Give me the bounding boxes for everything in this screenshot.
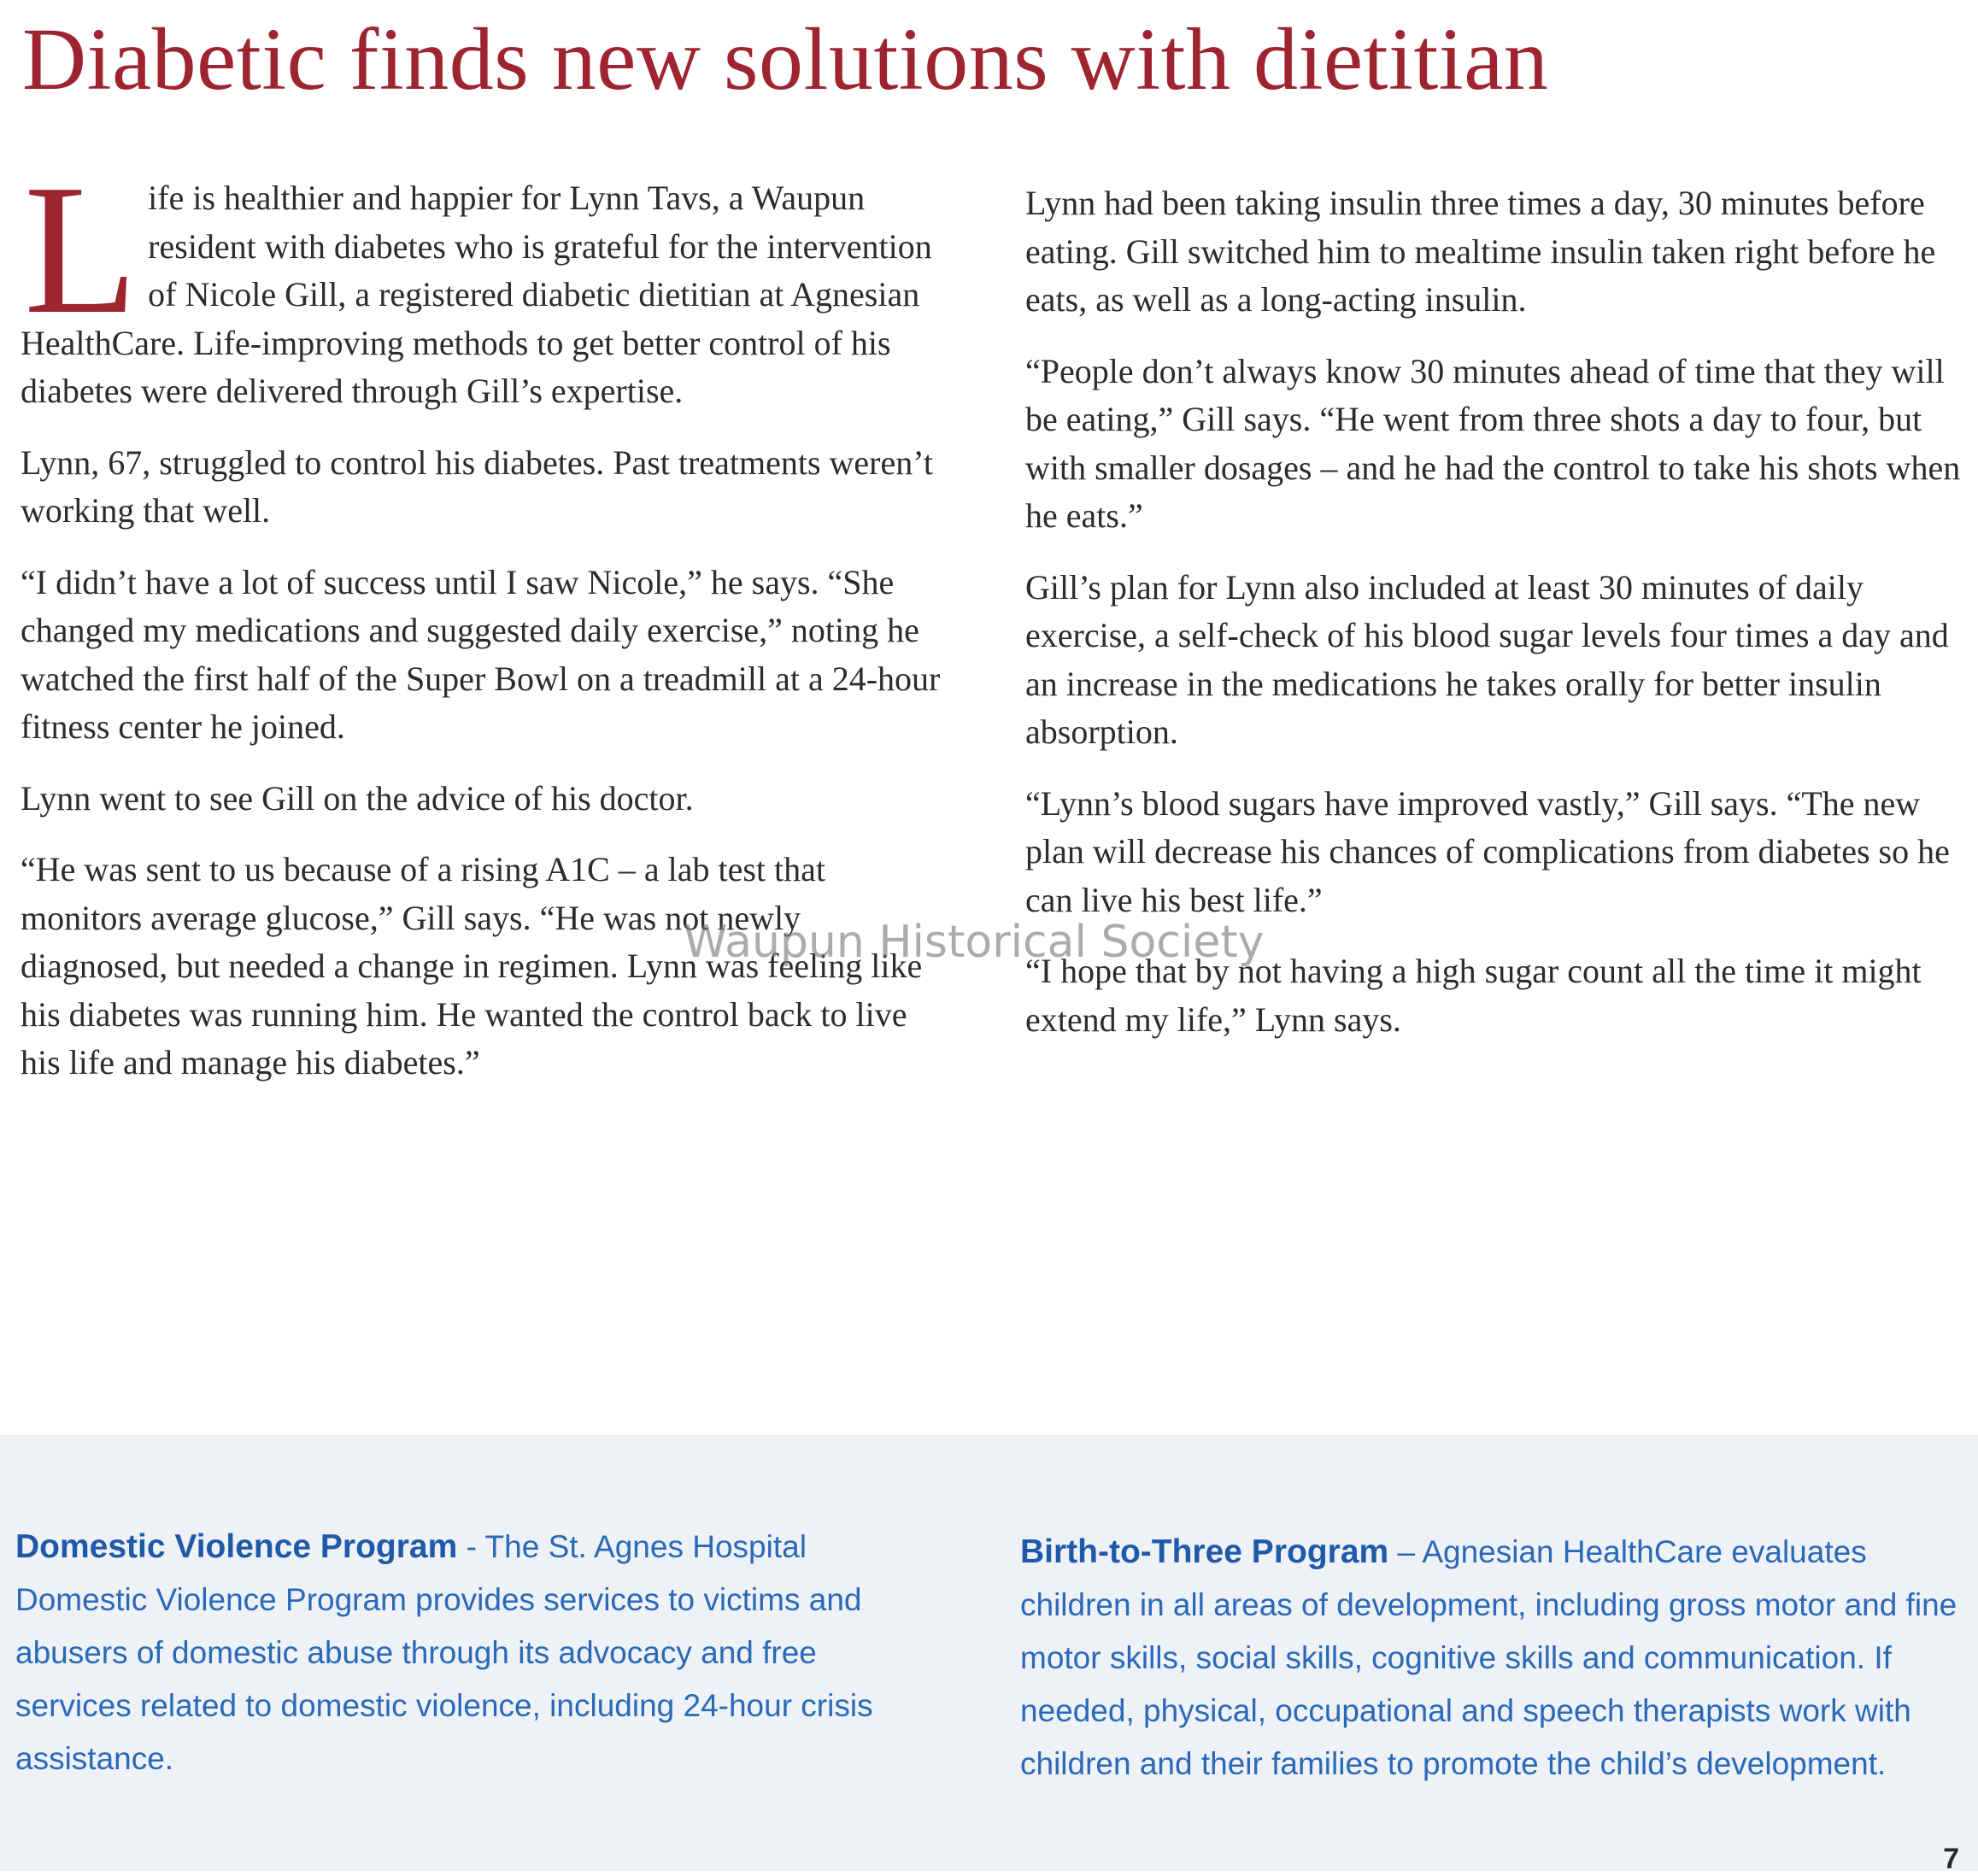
article-paragraph: “I didn’t have a lot of success until I saw Nicole,” he says. “She changed my medications and suggested daily exercise,” noting he watched the first half of the Super Bowl on a treadmill at a 24-hour fitness center he joined. bbox=[21, 562, 941, 746]
lead-paragraph-text: ife is healthier and happier for Lynn Tavs, a Waupun resident with diabetes who is grateful for the intervention of Nicole Gill, a registered diabetic dietitian at Agnesian HealthCare. Life-improving methods to get better control of his diabetes were delivered through Gill’s expertise. bbox=[21, 179, 932, 410]
article-paragraph: Lynn, 67, struggled to control his diabetes. Past treatments weren’t working that well. bbox=[21, 443, 933, 530]
program-separator: – bbox=[1388, 1534, 1423, 1569]
article-paragraph: “He was sent to us because of a rising A1C – a lab test that monitors average glucose,” Gill says. “He was not newly diagnosed, but needed a change in regimen. Lynn was feeling like his diabetes was running him. He wanted the control back to live his life and manage his diabetes.” bbox=[21, 850, 923, 1082]
drop-cap: L bbox=[24, 147, 138, 353]
article-headline: Diabetic finds new solutions with dietitian bbox=[22, 10, 1549, 108]
page-number: 7 bbox=[1943, 1843, 1959, 1875]
article-lead-paragraph bbox=[21, 147, 954, 416]
article-paragraph: “Lynn’s blood sugars have improved vastly,” Gill says. “The new plan will decrease his chances of complications from diabetes so he can live his best life.” bbox=[1025, 783, 1950, 919]
domestic-violence-program bbox=[15, 1521, 921, 1785]
program-title: Domestic Violence Program bbox=[15, 1528, 458, 1565]
article-paragraph: Lynn had been taking insulin three times a day, 30 minutes before eating. Gill switched him to mealtime insulin taken right before he eats, as well as a long-acting insulin. bbox=[1025, 184, 1936, 319]
article-right-column bbox=[1025, 179, 1965, 1067]
article-paragraph: Lynn went to see Gill on the advice of his doctor. bbox=[21, 778, 694, 818]
program-body: The St. Agnes Hospital Domestic Violence Program provides services to victims and abusers of domestic abuse through its advocacy and free services related to domestic violence, including 24-hour crisis assistance. bbox=[15, 1529, 873, 1776]
birth-to-three-program bbox=[1020, 1526, 1964, 1791]
program-separator: - bbox=[457, 1529, 485, 1564]
article-left-column bbox=[21, 147, 954, 1111]
program-body: Agnesian HealthCare evaluates children in all areas of development, including gross motor and fine motor skills, social skills, cognitive skills and communication. If needed, physical, occupational and speech therapists work with children and their families to promote the child’s development. bbox=[1020, 1534, 1957, 1781]
article-paragraph: Gill’s plan for Lynn also included at least 30 minutes of daily exercise, a self-check of his blood sugar levels four times a day and an increase in the medications he takes orally for better insulin absorption. bbox=[1025, 567, 1949, 751]
watermark: Waupun Historical Society bbox=[684, 917, 1265, 968]
article-paragraph: “I hope that by not having a high sugar count all the time it might extend my life,” Lynn says. bbox=[1025, 952, 1922, 1039]
article-paragraph: “People don’t always know 30 minutes ahead of time that they will be eating,” Gill says. “He went from three shots a day to four, but with smaller dosages – and he had the control to take his shots when he eats.” bbox=[1025, 351, 1961, 535]
program-title: Birth-to-Three Program bbox=[1020, 1533, 1389, 1570]
